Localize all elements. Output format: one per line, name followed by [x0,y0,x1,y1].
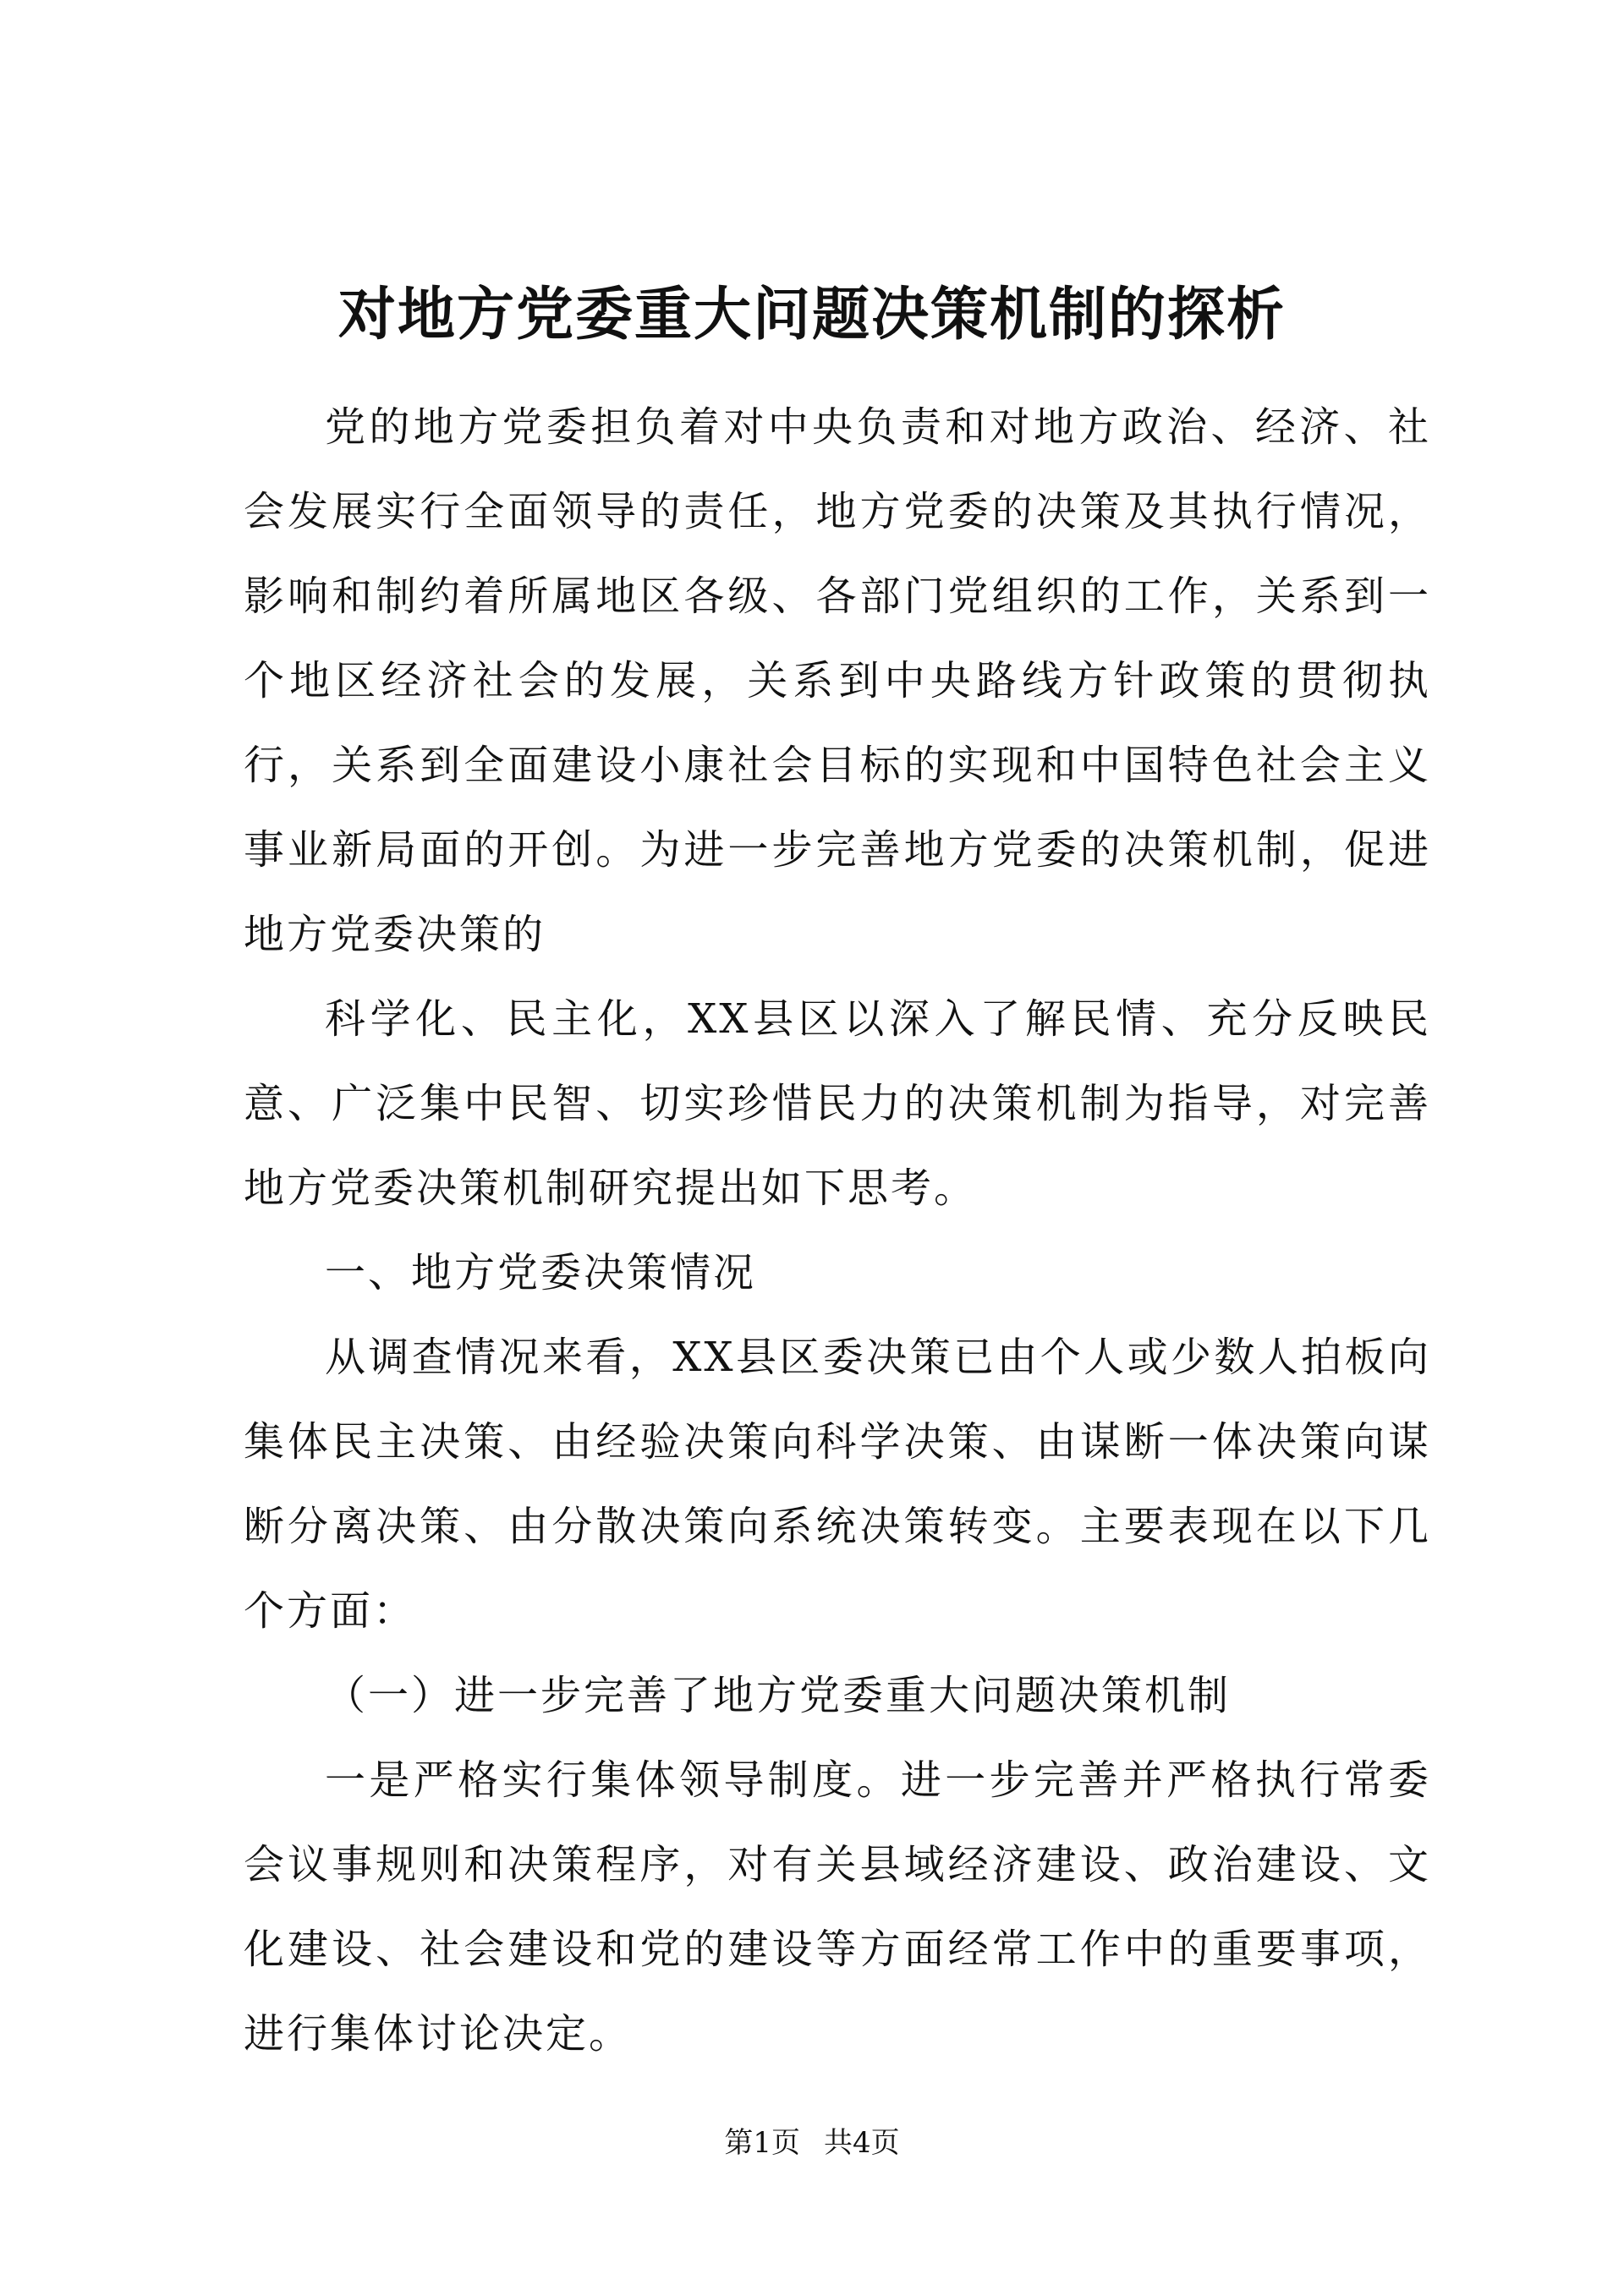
subsection-heading-1: （一）进一步完善了地方党委重大问题决策机制 [325,1672,1232,1719]
paragraph-intro: 党的地方党委担负着对中央负责和对地方政治、经济、社会发展实行全面领导的责任，地方党委的决策及其执行情况，影响和制约着所属地区各级、各部门党组织的工作，关系到一个地区经济社会的发展，关系到中央路线方针政策的贯彻执行，关系到全面建设小康社会目标的实现和中国特色社会主义事业新局面的开创。为进一步完善地方党委的决策机制，促进地方党委决策的 [244,403,1431,958]
document-body [244,385,1431,2076]
page-total: 共4页 [824,2126,900,2160]
page-footer [0,2126,1624,2160]
document-title: 对地方党委重大问题决策机制的探析 [337,281,1286,348]
paragraph-purpose: 科学化、民主化，XX县区以深入了解民情、充分反映民意、广泛集中民智、切实珍惜民力的决策机制为指导，对完善地方党委决策机制研究提出如下思考。 [244,995,1431,1212]
paragraph-survey: 从调查情况来看，XX县区委决策已由个人或少数人拍板向集体民主决策、由经验决策向科学决策、由谋断一体决策向谋断分离决策、由分散决策向系统决策转变。主要表现在以下几个方面： [244,1334,1431,1635]
paragraph-collective-leadership: 一是严格实行集体领导制度。进一步完善并严格执行常委会议事规则和决策程序，对有关县域经济建设、政治建设、文化建设、社会建设和党的建设等方面经常工作中的重要事项，进行集体讨论决定。 [244,1756,1431,2058]
section-heading-1: 一、地方党委决策情况 [325,1249,757,1296]
page-number: 第1页 [724,2126,800,2160]
